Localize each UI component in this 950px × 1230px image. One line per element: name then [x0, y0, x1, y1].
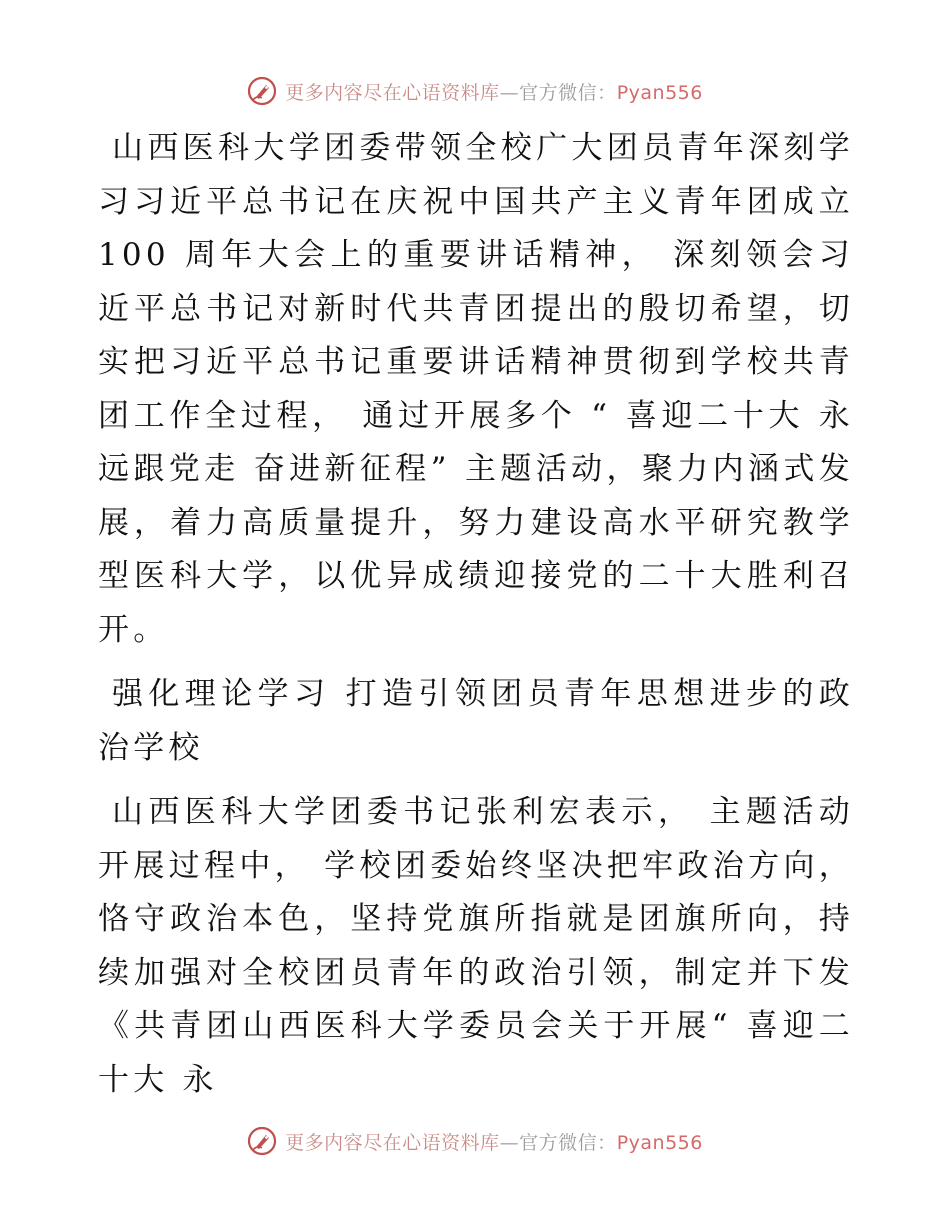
watermark-official: 官方微信： [519, 81, 617, 104]
section-heading: 强化理论学习 打造引领团员青年思想进步的政治学校 [98, 676, 854, 766]
watermark-dash: — [499, 1131, 520, 1154]
watermark-brand: 更多内容尽在心语资料库 [285, 81, 500, 104]
watermark-brand: 更多内容尽在心语资料库 [285, 1131, 500, 1154]
watermark-official: 官方微信： [519, 1131, 617, 1154]
watermark-footer [0, 1124, 950, 1158]
pen-nib-circle-icon [247, 76, 277, 106]
watermark-text [285, 1128, 703, 1155]
paragraph-intro: 山西医科大学团委带领全校广大团员青年深刻学习习近平总书记在庆祝中国共产主义青年团成立100 周年大会上的重要讲话精神， 深刻领会习近平总书记对新时代共青团提出的殷切希望，切实把习近平总书记重要讲话精神贯彻到学校共青团工作全过程， 通过开展多个 “ 喜迎二十大 永远跟党走 奋进新征程” 主题活动，聚力内涵式发展，着力高质量提升，努力建设高水平研究教学型医科大学，以优异成绩迎接党的二十大胜利召开。 [98, 130, 854, 648]
watermark-wechat-id: Pyan556 [616, 81, 703, 104]
document-body [98, 122, 854, 1107]
watermark-wechat-id: Pyan556 [616, 1131, 703, 1154]
watermark-header [0, 74, 950, 108]
pen-nib-circle-icon [247, 1126, 277, 1156]
watermark-dash: — [499, 81, 520, 104]
watermark-text [285, 78, 703, 105]
paragraph-body: 山西医科大学团委书记张利宏表示， 主题活动开展过程中， 学校团委始终坚决把牢政治方向，恪守政治本色，坚持党旗所指就是团旗所向，持续加强对全校团员青年的政治引领，制定并下发《共青团山西医科大学委员会关于开展“ 喜迎二十大 永 [98, 794, 854, 1098]
